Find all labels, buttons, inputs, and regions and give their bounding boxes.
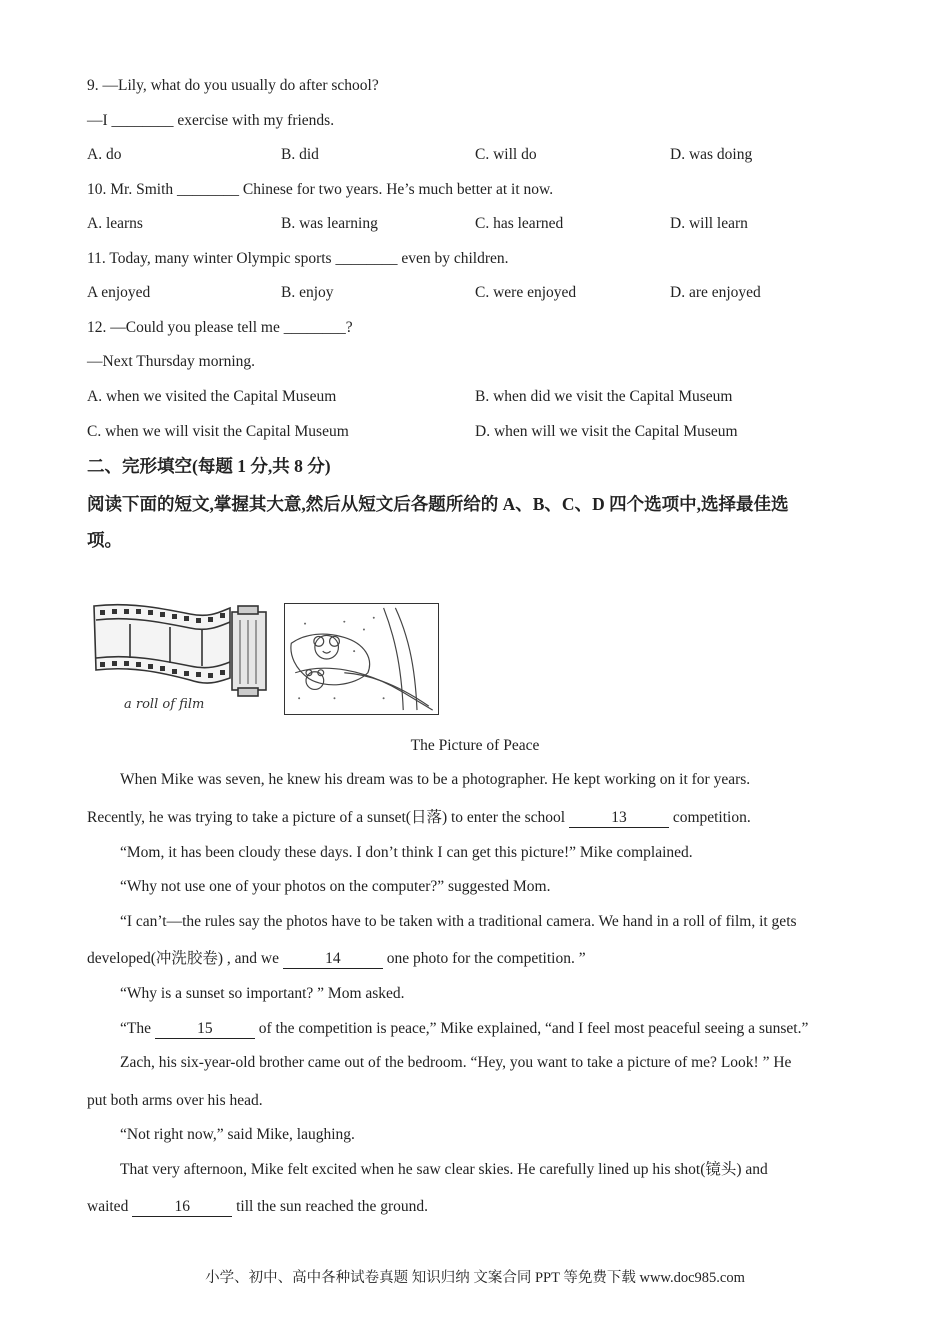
q12-stem: 12. —Could you please tell me ________?: [87, 319, 353, 336]
blank-16[interactable]: 16: [132, 1198, 232, 1217]
section-instruction-cont: 项。: [87, 530, 122, 550]
q9-option-a: A. do: [87, 146, 122, 163]
q9-stem: 9. —Lily, what do you usually do after school?: [87, 77, 379, 94]
q11-option-d: D. are enjoyed: [670, 284, 761, 301]
paragraph-7: Zach, his six-year-old brother came out of the bedroom. “Hey, you want to take a picture of me? Look! ” He: [120, 1054, 792, 1071]
film-caption: a roll of film: [124, 697, 205, 712]
sleeping-child-picture: [284, 603, 439, 715]
q10-option-d: D. will learn: [670, 215, 748, 232]
q12-answer-line: —Next Thursday morning.: [87, 353, 256, 370]
film-roll-illustration: [90, 600, 280, 718]
q12-option-c: C. when we will visit the Capital Museum: [87, 423, 349, 440]
paragraph-4: “I can’t—the rules say the photos have to be taken with a traditional camera. We hand in a roll of film, it gets: [120, 913, 797, 930]
q12-option-d: D. when will we visit the Capital Museum: [475, 423, 738, 440]
paragraph-3: “Why not use one of your photos on the computer?” suggested Mom.: [120, 878, 551, 895]
blank-15[interactable]: 15: [155, 1020, 255, 1039]
q9-answer-line: —I ________ exercise with my friends.: [87, 112, 335, 129]
q9-option-b: B. did: [281, 146, 319, 163]
q10-option-c: C. has learned: [475, 215, 564, 232]
paragraph-7-cont: put both arms over his head.: [87, 1092, 263, 1109]
q10-stem: 10. Mr. Smith ________ Chinese for two years. He’s much better at it now.: [87, 181, 554, 198]
q10-option-a: A. learns: [87, 215, 143, 232]
paragraph-5: “Why is a sunset so important? ” Mom asked.: [120, 985, 405, 1002]
paragraph-1-cont: Recently, he was trying to take a picture of a sunset(日落) to enter the school 13 competition.: [87, 809, 751, 826]
passage-title: The Picture of Peace: [410, 737, 540, 754]
paragraph-4-cont: developed(冲洗胶卷) , and we 14 one photo for the competition. ”: [87, 950, 586, 967]
q11-option-a: A enjoyed: [87, 284, 151, 301]
blank-13[interactable]: 13: [569, 809, 669, 828]
section-instruction: 阅读下面的短文,掌握其大意,然后从短文后各题所给的 A、B、C、D 四个选项中,选择最佳选: [87, 494, 789, 514]
section-heading: 二、完形填空(每题 1 分,共 8 分): [87, 456, 331, 476]
q12-option-b: B. when did we visit the Capital Museum: [475, 388, 733, 405]
paragraph-9: That very afternoon, Mike felt excited when he saw clear skies. He carefully lined up his shot(镜头) and: [120, 1161, 768, 1178]
paragraph-6: “The 15 of the competition is peace,” Mike explained, “and I feel most peaceful seeing a sunset.”: [120, 1020, 809, 1037]
q11-option-b: B. enjoy: [281, 284, 334, 301]
paragraph-2: “Mom, it has been cloudy these days. I don’t think I can get this picture!” Mike complained.: [120, 844, 693, 861]
q11-option-c: C. were enjoyed: [475, 284, 577, 301]
q9-option-c: C. will do: [475, 146, 537, 163]
q10-option-b: B. was learning: [281, 215, 378, 232]
q12-option-a: A. when we visited the Capital Museum: [87, 388, 337, 405]
paragraph-1: When Mike was seven, he knew his dream was to be a photographer. He kept working on it for years.: [120, 771, 751, 788]
paragraph-9-cont: waited 16 till the sun reached the ground.: [87, 1198, 429, 1215]
page-footer: 小学、初中、高中各种试卷真题 知识归纳 文案合同 PPT 等免费下载 www.doc985.com: [205, 1270, 745, 1286]
blank-14[interactable]: 14: [283, 950, 383, 969]
q11-stem: 11. Today, many winter Olympic sports ________ even by children.: [87, 250, 509, 267]
paragraph-8: “Not right now,” said Mike, laughing.: [120, 1126, 355, 1143]
q9-option-d: D. was doing: [670, 146, 753, 163]
